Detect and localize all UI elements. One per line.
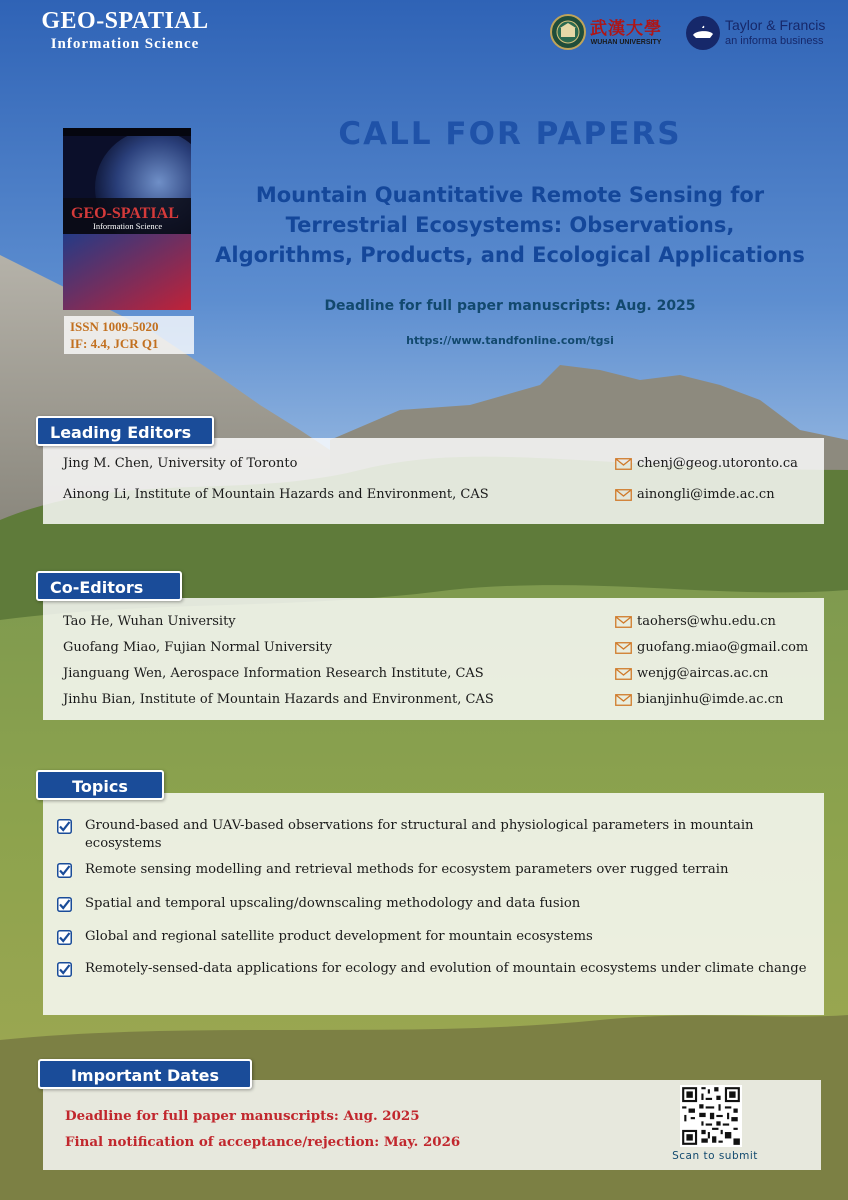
topic-text: Remote sensing modelling and retrieval methods for ecosystem parameters over rugged terrain <box>85 862 729 877</box>
cover-title: GEO-SPATIAL <box>71 205 179 222</box>
checkbox-checked-icon <box>57 962 72 977</box>
taylor-francis-lamp-icon <box>686 16 720 50</box>
issn-number: ISSN 1009-5020 <box>70 319 159 334</box>
co-editors-panel <box>43 598 824 720</box>
impact-factor: IF: 4.4, JCR Q1 <box>70 336 159 351</box>
checkbox-checked-icon <box>57 819 72 834</box>
taylor-francis-logo <box>686 16 825 50</box>
journal-cover <box>63 128 191 310</box>
editor-name: Ainong Li, Institute of Mountain Hazards and Environment, CAS <box>63 487 489 502</box>
journal-name: GEO-SPATIAL <box>41 8 209 34</box>
topic-text: Spatial and temporal upscaling/downscaling methodology and data fusion <box>85 896 581 911</box>
editor-email[interactable]: guofang.miao@gmail.com <box>637 640 809 655</box>
mail-icon <box>615 458 632 470</box>
title-line: Terrestrial Ecosystems: Observations, <box>285 213 735 237</box>
title-line: Algorithms, Products, and Ecological Applications <box>215 243 805 267</box>
issn-box <box>64 316 194 354</box>
important-dates-panel <box>43 1080 821 1170</box>
taylor-francis-tagline: an informa business <box>725 35 824 47</box>
editor-email[interactable]: taohers@whu.edu.cn <box>637 614 776 629</box>
editor-name: Tao He, Wuhan University <box>63 614 236 629</box>
date-item: Deadline for full paper manuscripts: Aug. 2025 <box>65 1108 420 1124</box>
editor-email[interactable]: chenj@geog.utoronto.ca <box>637 456 798 471</box>
journal-brand <box>30 8 220 53</box>
checkbox-checked-icon <box>57 863 72 878</box>
date-item: Final notification of acceptance/rejection: May. 2026 <box>65 1134 461 1150</box>
checkbox-checked-icon <box>57 897 72 912</box>
leading-editors-label: Leading Editors <box>36 416 214 446</box>
editor-name: Jianguang Wen, Aerospace Information Research Institute, CAS <box>63 666 484 681</box>
scan-to-submit-label: Scan to submit <box>672 1150 758 1162</box>
cover-subtitle: Information Science <box>93 221 163 231</box>
topics-label: Topics <box>36 770 164 800</box>
wuhan-university-logo <box>550 14 662 50</box>
special-issue-title <box>190 180 830 270</box>
topics-panel <box>43 793 824 1015</box>
editor-name: Jinhu Bian, Institute of Mountain Hazards and Environment, CAS <box>63 692 494 707</box>
taylor-francis-name: Taylor & Francis <box>725 17 826 33</box>
wuhan-university-chinese-name: 武漢大學 <box>590 18 662 39</box>
important-dates-label: Important Dates <box>38 1059 252 1089</box>
editor-email[interactable]: ainongli@imde.ac.cn <box>637 487 775 502</box>
editor-email[interactable]: bianjinhu@imde.ac.cn <box>637 692 784 707</box>
mail-icon <box>615 668 632 680</box>
editor-name: Guofang Miao, Fujian Normal University <box>63 640 333 655</box>
journal-subname: Information Science <box>50 36 200 52</box>
call-for-papers-heading: CALL FOR PAPERS <box>338 116 682 152</box>
title-line: Mountain Quantitative Remote Sensing for <box>255 183 765 207</box>
topic-text: Global and regional satellite product development for mountain ecosystems <box>85 929 593 944</box>
mail-icon <box>615 694 632 706</box>
co-editors-label: Co-Editors <box>36 571 182 601</box>
submission-qr-code[interactable] <box>680 1085 742 1147</box>
mail-icon <box>615 642 632 654</box>
editor-email[interactable]: wenjg@aircas.ac.cn <box>637 666 769 681</box>
submission-deadline: Deadline for full paper manuscripts: Aug. 2025 <box>324 298 696 314</box>
wuhan-university-english-name: WUHAN UNIVERSITY <box>590 38 662 46</box>
topic-text: Remotely-sensed-data applications for ecology and evolution of mountain ecosystems under climate change <box>85 961 807 976</box>
topic-text: Ground-based and UAV-based observations for structural and physiological parameters in mountain ecosystems <box>85 818 754 851</box>
mail-icon <box>615 616 632 628</box>
journal-url-link[interactable]: https://www.tandfonline.com/tgsi <box>406 334 614 347</box>
editor-name: Jing M. Chen, University of Toronto <box>63 456 298 471</box>
checkbox-checked-icon <box>57 930 72 945</box>
leading-editors-panel <box>43 438 824 524</box>
mail-icon <box>615 489 632 501</box>
wuhan-university-seal-icon <box>550 14 586 50</box>
